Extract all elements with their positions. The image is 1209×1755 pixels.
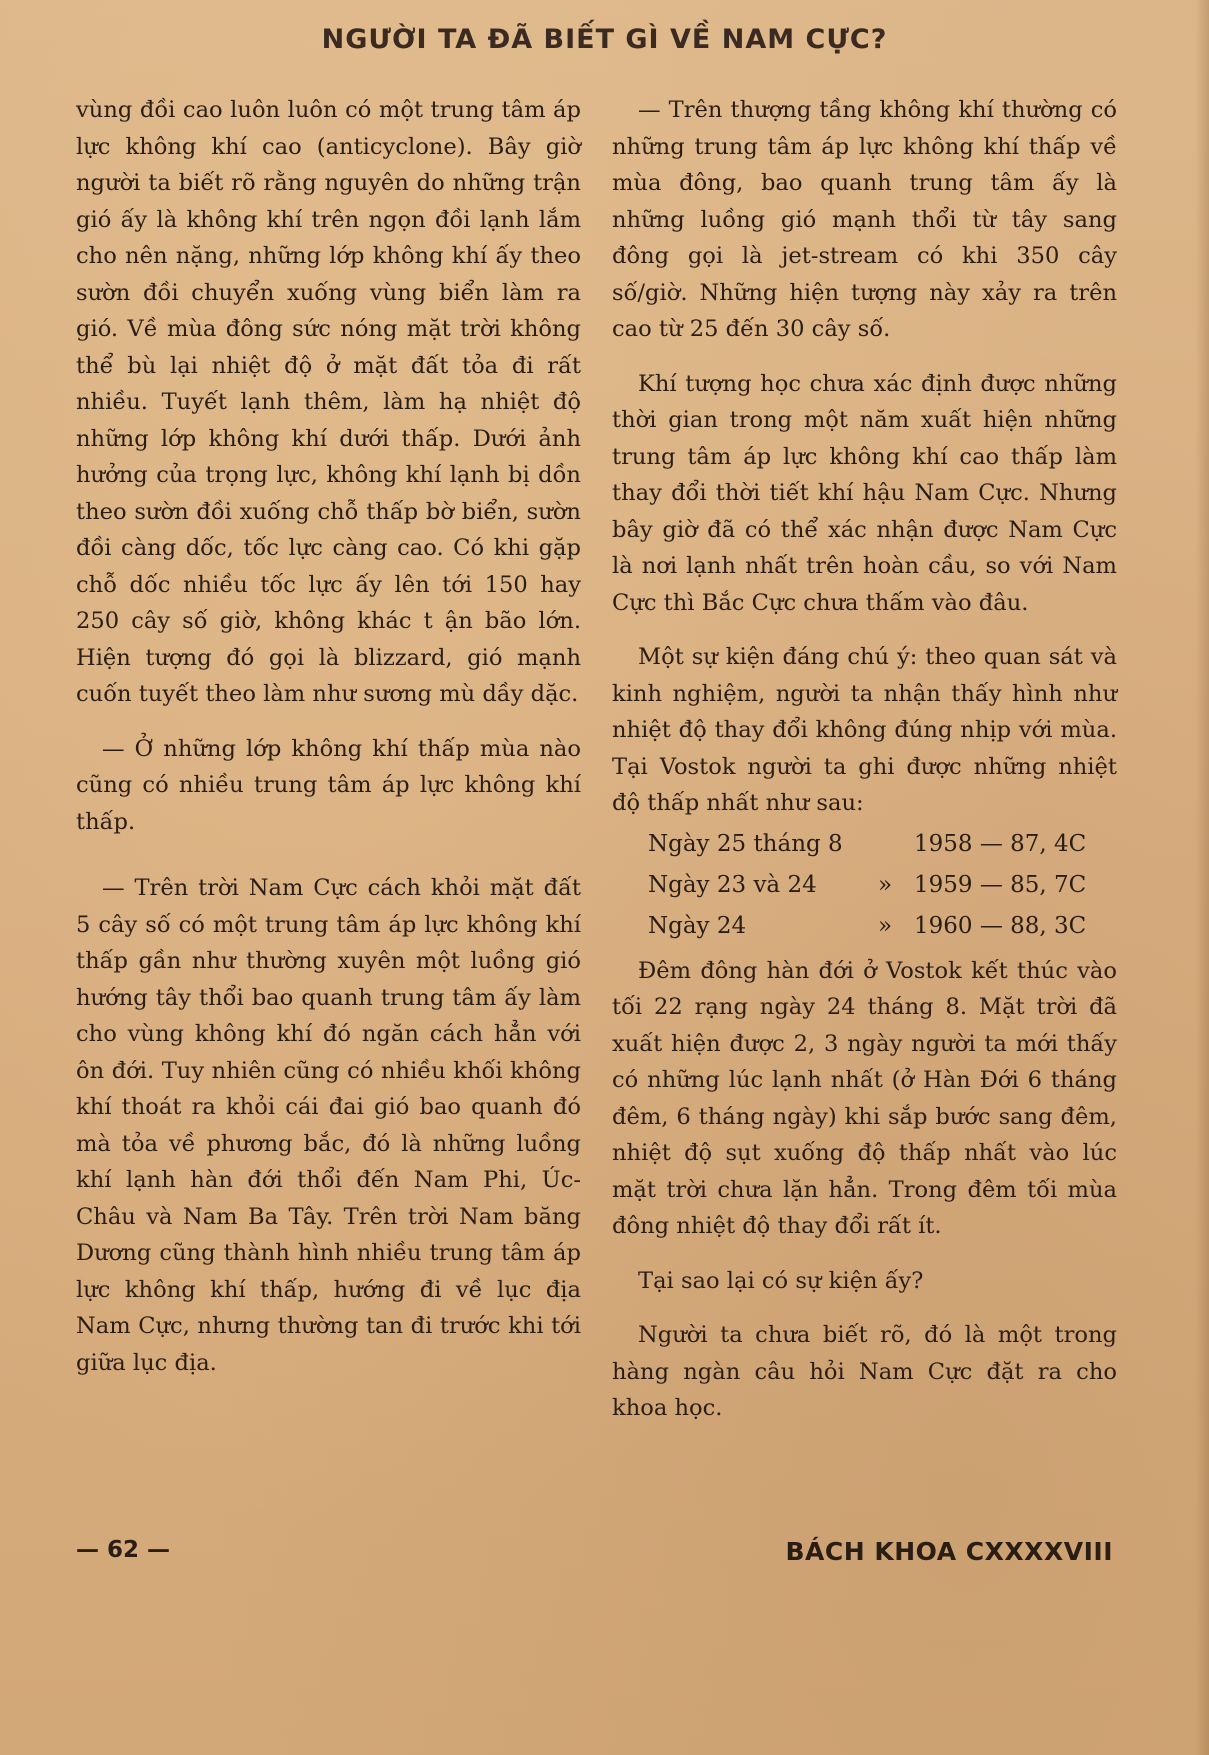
temperature-row xyxy=(648,824,1117,865)
temperature-ditto: » xyxy=(878,912,893,939)
temperature-list xyxy=(648,824,1117,947)
right-paragraph-6: Người ta chưa biết rõ, đó là một trong hàng ngàn câu hỏi Nam Cực đặt ra cho khoa học. xyxy=(612,1322,1117,1421)
temperature-value: 1959 — 85, 7C xyxy=(914,871,1087,898)
temperature-row xyxy=(648,906,1117,947)
right-paragraph-1: — Trên thượng tầng không khí thường có những trung tâm áp lực không khí thấp về mùa đông, bao quanh trung tâm ấy là những luồng gió mạnh thổi từ tây sang đông gọi là jet-stream có khi 350 cây số/giờ. Những hiện tượng này xảy ra trên cao từ 25 đến 30 cây số. xyxy=(612,97,1117,342)
temperature-day: Ngày 25 tháng 8 xyxy=(648,830,843,857)
left-paragraph-1: vùng đồi cao luôn luôn có một trung tâm áp lực không khí cao (anticyclone). Bây giờ người ta biết rõ rằng nguyên do những trận gió ấy là không khí trên ngọn đồi lạnh lắm cho nên nặng, những lớp không khí ấy theo sườn đồi chuyển xuống vùng biển làm ra gió. Về mùa đông sức nóng mặt trời không thể bù lại nhiệt độ ở mặt đất tỏa đi rất nhiều. Tuyết lạnh thêm, làm hạ nhiệt độ những lớp không khí dưới thấp. Dưới ảnh hưởng của trọng lực, không khí lạnh bị dồn theo sườn đồi xuống chỗ thấp bờ biển, sườn đồi càng dốc, tốc lực càng cao. Có khi gặp chỗ dốc nhiều tốc lực ấy lên tới 150 hay 250 cây số giờ, không khác t ận bão lớn. Hiện tượng đó gọi là blizzard, gió mạnh cuốn tuyết theo làm như sương mù dầy dặc. xyxy=(76,97,581,707)
publication-name: BÁCH KHOA CXXXXVIII xyxy=(785,1537,1113,1566)
right-column xyxy=(612,92,1117,1427)
temperature-ditto: » xyxy=(878,871,893,898)
right-paragraph-2: Khí tượng học chưa xác định được những thời gian trong một năm xuất hiện những trung tâm áp lực không khí cao thấp làm thay đổi thời tiết khí hậu Nam Cực. Nhưng bây giờ đã có thể xác nhận được Nam Cực là nơi lạnh nhất trên hoàn cầu, so với Nam Cực thì Bắc Cực chưa thấm vào đâu. xyxy=(612,370,1117,616)
temperature-day: Ngày 24 xyxy=(648,912,747,939)
right-paragraph-4: Đêm đông hàn đới ở Vostok kết thúc vào tối 22 rạng ngày 24 tháng 8. Mặt trời đã xuất hiện được 2, 3 ngày người ta mới thấy có những lúc lạnh nhất (ở Hàn Đới 6 tháng đêm, 6 tháng ngày) khi sắp bước sang đêm, nhiệt độ sụt xuống độ thấp nhất vào lúc mặt trời chưa lặn hẳn. Trong đêm tối mùa đông nhiệt độ thay đổi rất ít. xyxy=(612,957,1117,1239)
left-column xyxy=(76,92,581,1381)
temperature-row xyxy=(648,865,1117,906)
right-paragraph-3: Một sự kiện đáng chú ý: theo quan sát và kinh nghiệm, người ta nhận thấy hình như nhiệt độ thay đổi không đúng nhịp với mùa. Tại Vostok người ta ghi được những nhiệt độ thấp nhất như sau: xyxy=(612,644,1117,816)
temperature-ditto xyxy=(878,824,914,865)
right-paragraph-5: Tại sao lại có sự kiện ấy? xyxy=(638,1267,924,1294)
temperature-value: 1960 — 88, 3C xyxy=(914,912,1087,939)
page-title: NGƯỜI TA ĐÃ BIẾT GÌ VỀ NAM CỰC? xyxy=(321,24,888,55)
left-paragraph-3: — Trên trời Nam Cực cách khỏi mặt đất 5 cây số có một trung tâm áp lực không khí thấp gần như thường xuyên một luồng gió hướng tây thổi bao quanh trung tâm ấy làm cho vùng không khí đó ngăn cách hẳn với ôn đới. Tuy nhiên cũng có nhiều khối không khí thoát ra khỏi cái đai gió bao quanh đó mà tỏa về phương bắc, đó là những luồng khí lạnh hàn đới thổi đến Nam Phi, Úc-Châu và Nam Ba Tây. Trên trời Nam băng Dương cũng thành hình nhiều trung tâm áp lực không khí thấp, hướng đi về lục địa Nam Cực, nhưng thường tan đi trước khi tới giữa lục địa. xyxy=(76,875,581,1376)
temperature-day: Ngày 23 và 24 xyxy=(648,871,817,898)
page-number: — 62 — xyxy=(76,1537,171,1563)
temperature-value: 1958 — 87, 4C xyxy=(914,830,1087,857)
page-edge-shadow xyxy=(1195,0,1209,1755)
left-paragraph-2: — Ở những lớp không khí thấp mùa nào cũng có nhiều trung tâm áp lực không khí thấp. xyxy=(76,735,581,835)
